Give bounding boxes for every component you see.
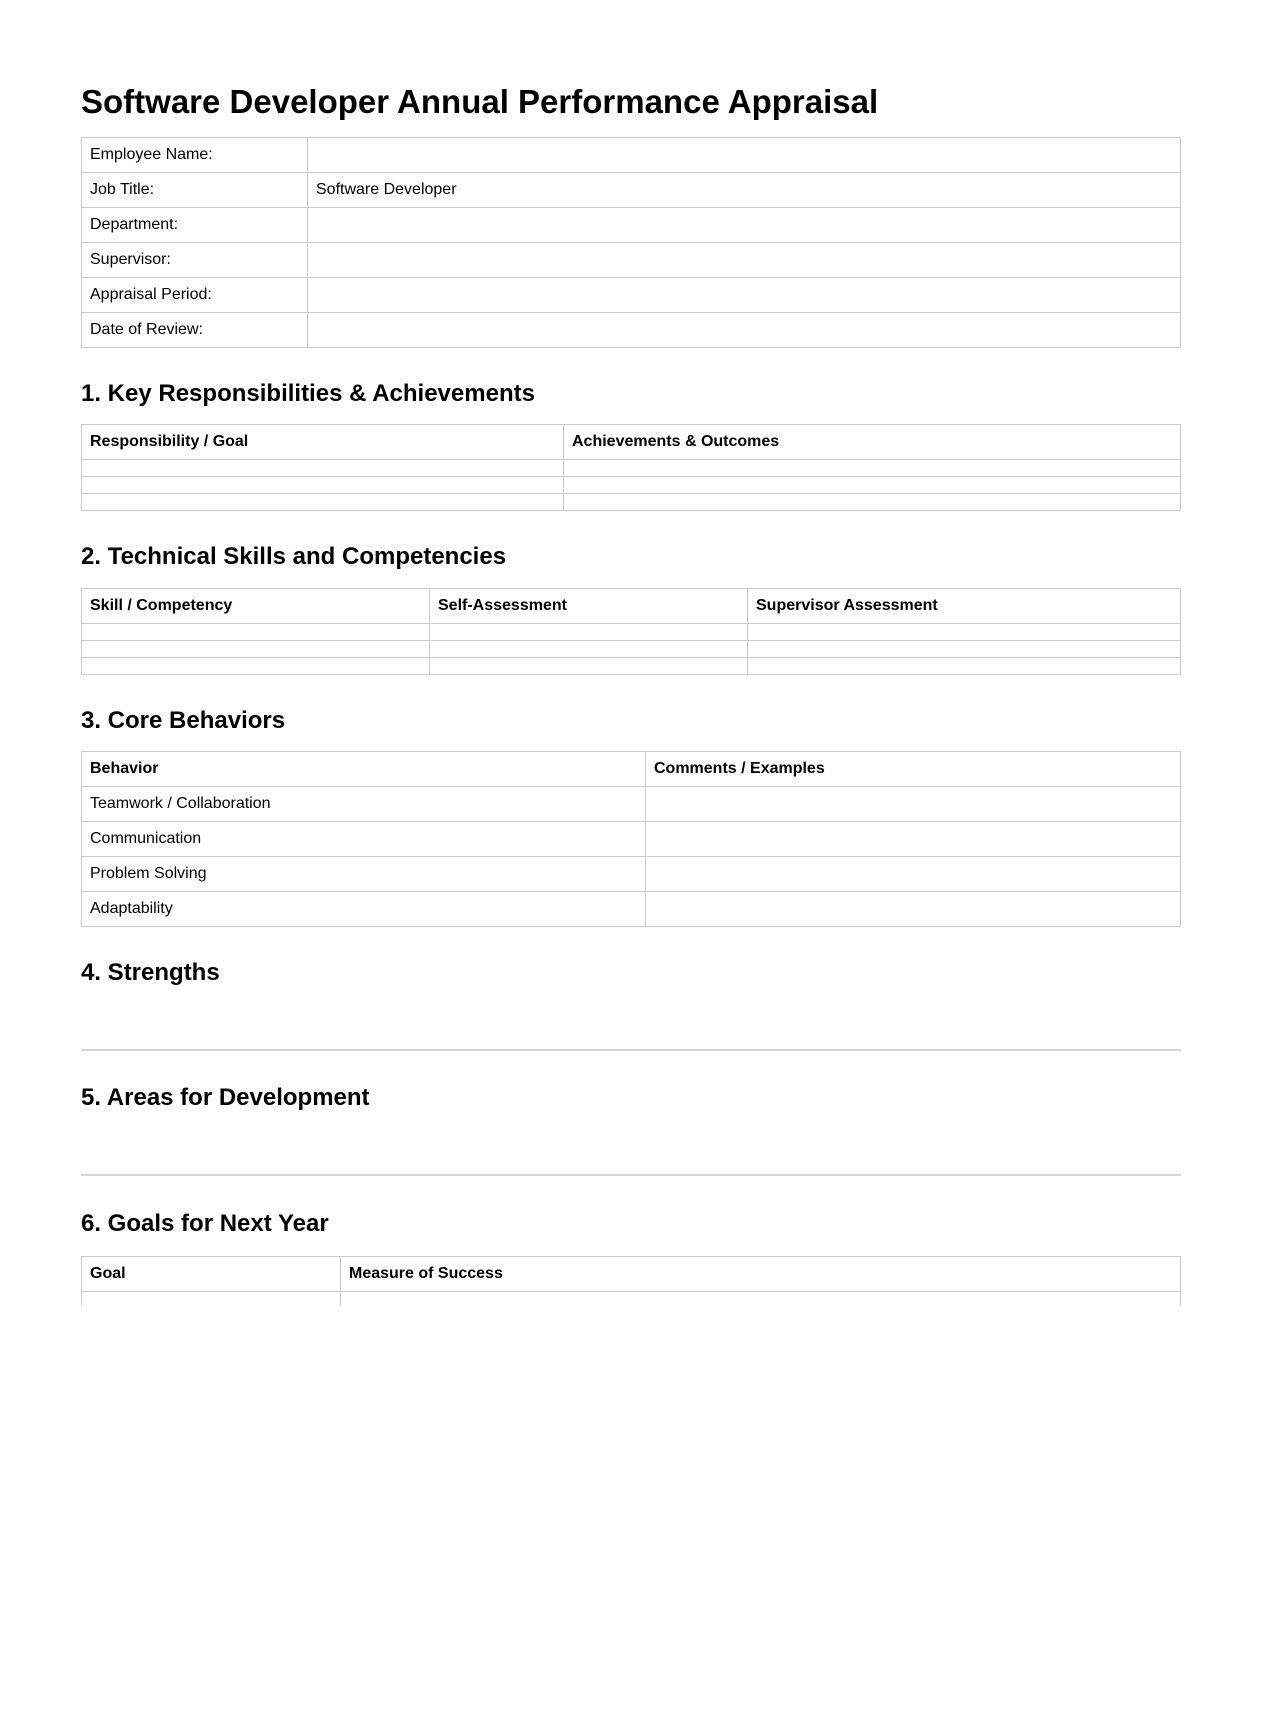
table-row <box>82 494 1181 511</box>
info-row-employee-name <box>82 138 1181 173</box>
measure-of-success-cell[interactable] <box>341 1292 1181 1307</box>
responsibilities-table <box>81 424 1181 511</box>
achievement-cell[interactable] <box>564 477 1181 494</box>
behavior-label: Teamwork / Collaboration <box>82 787 646 822</box>
achievement-cell[interactable] <box>564 494 1181 511</box>
section-heading-strengths: 4. Strengths <box>81 959 220 986</box>
column-header: Skill / Competency <box>82 589 430 624</box>
table-row <box>82 460 1181 477</box>
behavior-label: Adaptability <box>82 892 646 927</box>
column-header: Measure of Success <box>341 1257 1181 1292</box>
employee-info-table <box>81 137 1181 348</box>
info-row-supervisor <box>82 243 1181 278</box>
table-row <box>82 658 1181 675</box>
supervisor-assessment-cell[interactable] <box>748 658 1181 675</box>
info-label: Job Title: <box>82 173 308 208</box>
table-row <box>82 641 1181 658</box>
section-heading-goals: 6. Goals for Next Year <box>81 1210 329 1237</box>
section-divider <box>81 1174 1181 1176</box>
table-row <box>82 787 1181 822</box>
table-header-row <box>82 589 1181 624</box>
date-of-review-field[interactable] <box>308 313 1181 348</box>
self-assessment-cell[interactable] <box>430 658 748 675</box>
skill-cell[interactable] <box>82 624 430 641</box>
supervisor-field[interactable] <box>308 243 1181 278</box>
self-assessment-cell[interactable] <box>430 624 748 641</box>
section-heading-areas-for-development: 5. Areas for Development <box>81 1084 370 1111</box>
table-header-row <box>82 425 1181 460</box>
table-row <box>82 477 1181 494</box>
section-divider <box>81 1049 1181 1051</box>
behavior-label: Problem Solving <box>82 857 646 892</box>
table-row <box>82 857 1181 892</box>
info-label: Department: <box>82 208 308 243</box>
column-header: Behavior <box>82 752 646 787</box>
department-field[interactable] <box>308 208 1181 243</box>
comments-cell[interactable] <box>646 857 1181 892</box>
responsibility-cell[interactable] <box>82 477 564 494</box>
column-header: Responsibility / Goal <box>82 425 564 460</box>
goals-table <box>81 1256 1181 1306</box>
info-label: Date of Review: <box>82 313 308 348</box>
skill-cell[interactable] <box>82 641 430 658</box>
section-heading-responsibilities: 1. Key Responsibilities & Achievements <box>81 380 535 407</box>
behavior-label: Communication <box>82 822 646 857</box>
skill-cell[interactable] <box>82 658 430 675</box>
info-row-appraisal-period <box>82 278 1181 313</box>
self-assessment-cell[interactable] <box>430 641 748 658</box>
appraisal-period-field[interactable] <box>308 278 1181 313</box>
column-header: Supervisor Assessment <box>748 589 1181 624</box>
column-header: Achievements & Outcomes <box>564 425 1181 460</box>
comments-cell[interactable] <box>646 892 1181 927</box>
page-title: Software Developer Annual Performance Appraisal <box>81 83 879 120</box>
comments-cell[interactable] <box>646 787 1181 822</box>
development-text-area[interactable] <box>81 1120 1181 1172</box>
achievement-cell[interactable] <box>564 460 1181 477</box>
info-row-date-of-review <box>82 313 1181 348</box>
comments-cell[interactable] <box>646 822 1181 857</box>
info-label: Employee Name: <box>82 138 308 173</box>
core-behaviors-table <box>81 751 1181 927</box>
supervisor-assessment-cell[interactable] <box>748 624 1181 641</box>
responsibility-cell[interactable] <box>82 460 564 477</box>
section-heading-technical-skills: 2. Technical Skills and Competencies <box>81 543 507 570</box>
info-label: Appraisal Period: <box>82 278 308 313</box>
goal-cell[interactable] <box>82 1292 341 1307</box>
info-row-department <box>82 208 1181 243</box>
table-row <box>82 624 1181 641</box>
column-header: Goal <box>82 1257 341 1292</box>
job-title-field[interactable]: Software Developer <box>308 173 1181 208</box>
column-header: Comments / Examples <box>646 752 1181 787</box>
column-header: Self-Assessment <box>430 589 748 624</box>
technical-skills-table <box>81 588 1181 675</box>
table-row <box>82 822 1181 857</box>
info-row-job-title <box>82 173 1181 208</box>
strengths-text-area[interactable] <box>81 995 1181 1047</box>
employee-name-field[interactable] <box>308 138 1181 173</box>
goals-table-clip <box>81 1256 1181 1306</box>
table-header-row <box>82 752 1181 787</box>
info-label: Supervisor: <box>82 243 308 278</box>
table-header-row <box>82 1257 1181 1292</box>
table-row <box>82 892 1181 927</box>
responsibility-cell[interactable] <box>82 494 564 511</box>
table-row <box>82 1292 1181 1307</box>
section-heading-core-behaviors: 3. Core Behaviors <box>81 707 286 734</box>
supervisor-assessment-cell[interactable] <box>748 641 1181 658</box>
